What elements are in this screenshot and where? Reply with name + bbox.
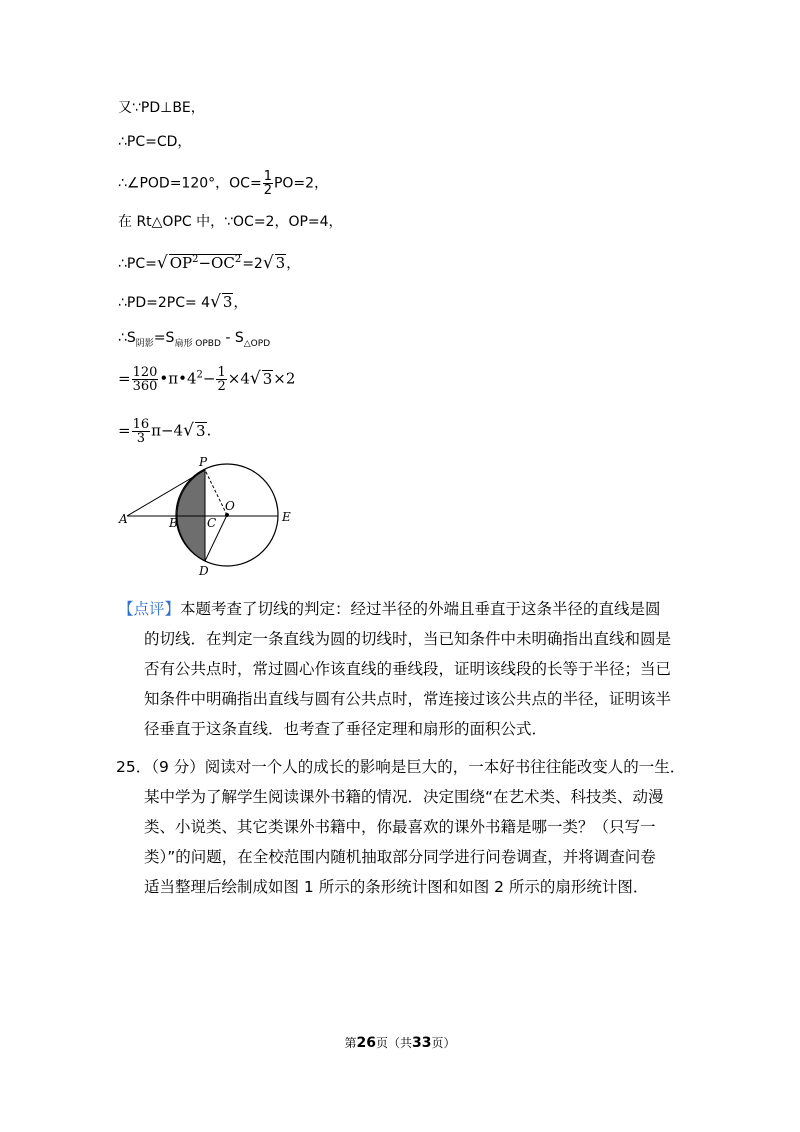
solution-line-3 [118, 170, 328, 197]
question-line-4: 类）”的问题，在全校范围内随机抽取部分同学进行问卷调查，并将调查问卷 [144, 848, 656, 866]
center-point [225, 513, 229, 517]
subscript: 阴影 [135, 338, 154, 349]
question-25 [118, 752, 698, 902]
label-d: D [199, 564, 209, 578]
solution-line-2 [118, 132, 191, 152]
radicand: 3 [262, 369, 273, 388]
fraction-denominator: 2 [217, 379, 226, 394]
fraction-numerator: 1 [263, 169, 272, 184]
radicand: 3 [222, 293, 233, 311]
label-e: E [282, 510, 291, 524]
subscript: △OPD [243, 338, 271, 349]
total-pages: 33 [412, 1035, 432, 1051]
solution-line-8 [118, 366, 295, 393]
fraction-denominator: 3 [136, 431, 145, 446]
fraction-denominator: 2 [263, 183, 272, 198]
solution-text: ∴PC= [118, 256, 157, 272]
solution-text: 在 Rt△OPC 中，∵OC=2，OP=4， [118, 214, 343, 230]
comment-text: 本题考查了切线的判定：经过半径的外端且垂直于这条半径的直线是圆 [180, 600, 661, 618]
label-a: A [119, 512, 128, 526]
solution-text: ∴∠POD=120°，OC= [118, 175, 262, 192]
solution-text: ∴PD=2PC= 4 [118, 295, 211, 311]
comment-tag: 【点评】 [118, 600, 181, 618]
solution-text: •π•4 [159, 369, 197, 388]
fraction-numerator: 120 [132, 365, 158, 380]
solution-text: . [206, 421, 212, 440]
solution-text: - S [220, 330, 244, 346]
radicand-term: −OC [198, 254, 235, 272]
fraction [263, 170, 273, 197]
label-p: P [199, 455, 208, 469]
page-footer [0, 1034, 800, 1051]
radicand [169, 254, 242, 271]
comment-section [118, 594, 678, 744]
exponent: 2 [196, 369, 203, 381]
solution-text: ×4 [227, 369, 250, 388]
comment-line-3: 否有公共点时，常过圆心作该直线的垂线段，证明该线段的长等于半径；当已 [144, 660, 672, 678]
exponent: 2 [234, 254, 242, 265]
exponent: 2 [192, 254, 199, 265]
fraction-numerator: 16 [132, 417, 150, 432]
comment-line-1 [118, 600, 661, 618]
footer-text: 页（共 [375, 1036, 412, 1050]
solution-line-5 [118, 253, 300, 274]
solution-text: = [118, 421, 131, 440]
solution-text: 又∵PD⊥BE， [118, 100, 205, 116]
solution-text: = [118, 369, 131, 388]
question-line-3: 类、小说类、其它类课外书籍中，你最喜欢的课外书籍是哪一类？（只写一 [144, 818, 656, 836]
comment-line-2: 的切线．在判定一条直线为圆的切线时，当已知条件中未明确指出直线和圆是 [144, 630, 672, 648]
solution-text: =S [153, 330, 175, 346]
fraction [132, 366, 159, 393]
solution-text: =2 [242, 256, 263, 272]
footer-text: 第 [344, 1036, 357, 1050]
radius-op-dashed [205, 470, 227, 515]
question-line-5: 适当整理后绘制成如图 1 所示的条形统计图和如图 2 所示的扇形统计图． [144, 878, 649, 896]
radicand: 3 [275, 254, 286, 272]
radical-sign: √ [156, 253, 168, 273]
fraction-numerator: 1 [217, 365, 226, 380]
solution-text: PO=2， [273, 175, 329, 192]
solution-text: ×2 [273, 369, 296, 388]
solution-line-4 [118, 212, 343, 232]
solution-text: ， [233, 295, 248, 311]
radical-sign: √ [210, 292, 221, 312]
question-line-2: 某中学为了解学生阅读课外书籍的情况．决定围绕“在艺术类、科技类、动漫 [144, 788, 664, 806]
geometry-figure [115, 455, 305, 580]
label-o: O [225, 499, 235, 513]
radical-sign: √ [262, 253, 274, 273]
label-c: C [207, 516, 217, 530]
solution-text: ， [286, 256, 301, 272]
fraction [132, 418, 151, 445]
label-b: B [169, 516, 178, 530]
solution-text: ∴S [118, 330, 136, 346]
solution-line-6 [118, 292, 247, 313]
radicand: 3 [195, 421, 206, 440]
solution-line-9 [118, 418, 211, 445]
radicand-term: OP [169, 254, 193, 272]
footer-text: 页） [431, 1036, 456, 1050]
radical-sign: √ [249, 368, 261, 389]
comment-line-5: 径垂直于这条直线．也考查了垂径定理和扇形的面积公式． [144, 720, 548, 738]
solution-text: ∴PC=CD， [118, 134, 192, 150]
fraction-denominator: 360 [132, 379, 158, 394]
solution-text: − [202, 369, 216, 388]
comment-line-4: 知条件中明确指出直线与圆有公共点时，常连接过该公共点的半径，证明该半 [144, 690, 672, 708]
page-number: 26 [356, 1035, 376, 1051]
subscript: 扇形 OPBD [174, 338, 221, 349]
solution-line-1 [118, 98, 205, 118]
fraction [216, 366, 226, 393]
radical-sign: √ [183, 420, 194, 441]
solution-line-7 [118, 328, 270, 348]
solution-text: π−4 [151, 421, 184, 440]
question-line-1: 25．（9 分）阅读对一个人的成长的影响是巨大的，一本好书往往能改变人的一生． [116, 758, 686, 776]
